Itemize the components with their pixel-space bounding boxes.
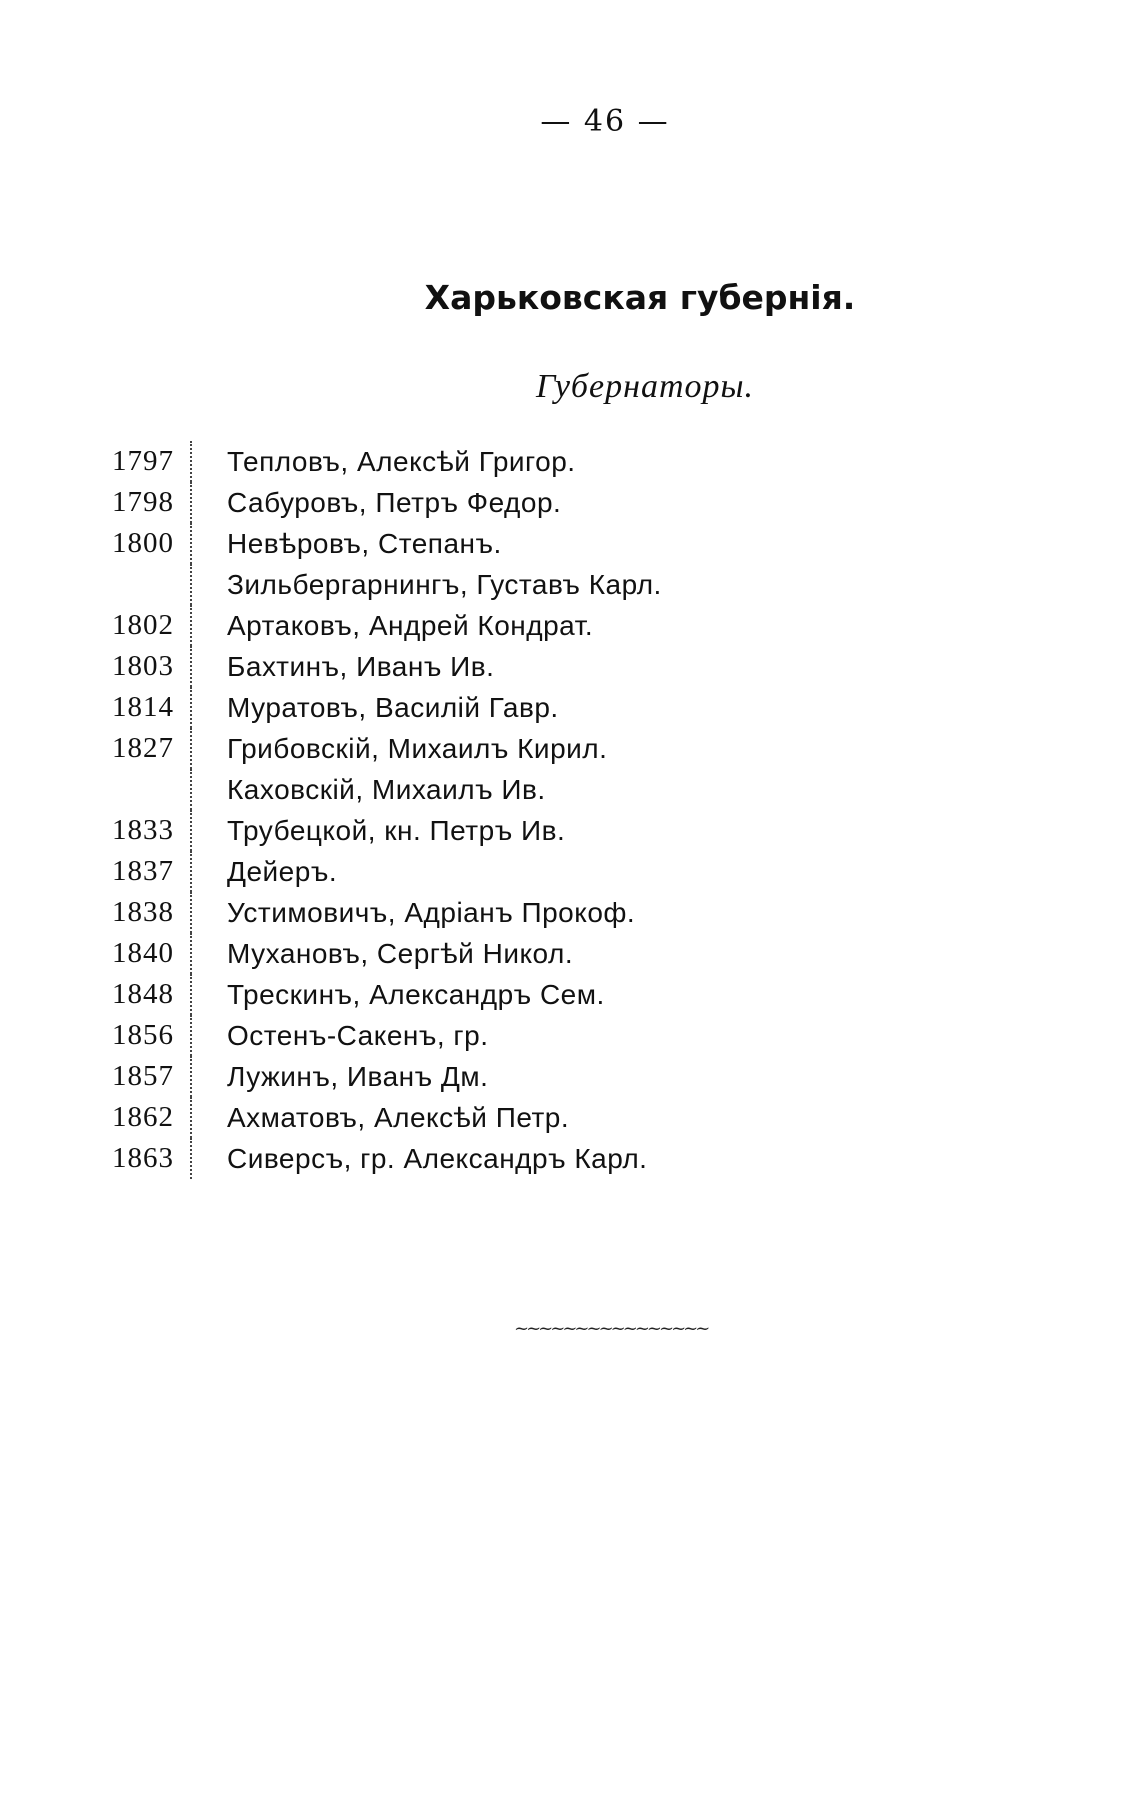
governor-row [96,482,662,523]
governor-year: 1803 [112,650,174,682]
column-divider [190,933,193,974]
column-divider [190,1097,193,1138]
column-divider [190,769,193,810]
column-divider [190,810,193,851]
governor-row [96,974,662,1015]
governor-name: Зильбергарнингъ, Густавъ Карл. [227,568,662,600]
column-divider [190,523,193,564]
column-divider [190,564,193,605]
governor-year: 1800 [112,527,174,559]
governor-year: 1863 [112,1142,174,1174]
column-divider [190,441,193,482]
governor-name: Бахтинъ, Иванъ Ив. [227,650,495,682]
governor-year: 1827 [112,732,174,764]
governor-row [96,523,662,564]
column-divider [190,1138,193,1179]
governor-year: 1798 [112,486,174,518]
governor-year: 1837 [112,855,174,887]
governor-row [96,687,662,728]
governor-year: 1814 [112,691,174,723]
governor-row [96,564,662,605]
governor-name: Лужинъ, Иванъ Дм. [227,1060,489,1092]
governor-row [96,441,662,482]
governor-row [96,1015,662,1056]
column-divider [190,1015,193,1056]
governor-row [96,769,662,810]
governor-name: Каховскій, Михаилъ Ив. [227,773,546,805]
column-divider [190,892,193,933]
governor-name: Трескинъ, Александръ Сем. [227,978,605,1010]
page-number: — 46 — [540,104,670,139]
governor-row [96,1056,662,1097]
governor-row [96,646,662,687]
governor-row [96,1097,662,1138]
governor-year: 1838 [112,896,174,928]
governor-row [96,851,662,892]
governor-year: 1840 [112,937,174,969]
governors-list [96,441,662,1179]
governor-year: 1856 [112,1019,174,1051]
governor-name: Трубецкой, кн. Петръ Ив. [227,814,566,846]
governor-year: 1857 [112,1060,174,1092]
column-divider [190,1056,193,1097]
governor-name: Грибовскій, Михаилъ Кирил. [227,732,608,764]
column-divider [190,646,193,687]
governor-year: 1833 [112,814,174,846]
governor-row [96,1138,662,1179]
governor-row [96,810,662,851]
column-divider [190,687,193,728]
governor-name: Артаковъ, Андрей Кондрат. [227,609,594,641]
column-divider [190,728,193,769]
governor-name: Остенъ-Сакенъ, гр. [227,1019,489,1051]
governor-year: 1848 [112,978,174,1010]
governor-row [96,892,662,933]
governor-name: Мухановъ, Сергѣй Никол. [227,937,574,969]
governor-row [96,728,662,769]
column-divider [190,974,193,1015]
governor-name: Дейеръ. [227,855,338,887]
governor-year: 1797 [112,445,174,477]
governor-name: Невѣровъ, Степанъ. [227,527,502,559]
governor-year: 1862 [112,1101,174,1133]
governor-name: Муратовъ, Василій Гавр. [227,691,559,723]
closing-ornament: ~~~~~~~~~~~~~~~~ [514,1318,708,1339]
column-divider [190,482,193,523]
governor-name: Устимовичъ, Адріанъ Прокоф. [227,896,636,928]
governor-name: Сиверсъ, гр. Александръ Карл. [227,1142,648,1174]
section-subtitle: Губернаторы. [535,368,755,405]
governor-name: Ахматовъ, Алексѣй Петр. [227,1101,570,1133]
column-divider [190,851,193,892]
governor-name: Сабуровъ, Петръ Федор. [227,486,562,518]
governor-row [96,933,662,974]
governor-year: 1802 [112,609,174,641]
governor-name: Тепловъ, Алексѣй Григор. [227,445,576,477]
page-title: Харьковская губернія. [424,278,856,317]
governor-row [96,605,662,646]
column-divider [190,605,193,646]
